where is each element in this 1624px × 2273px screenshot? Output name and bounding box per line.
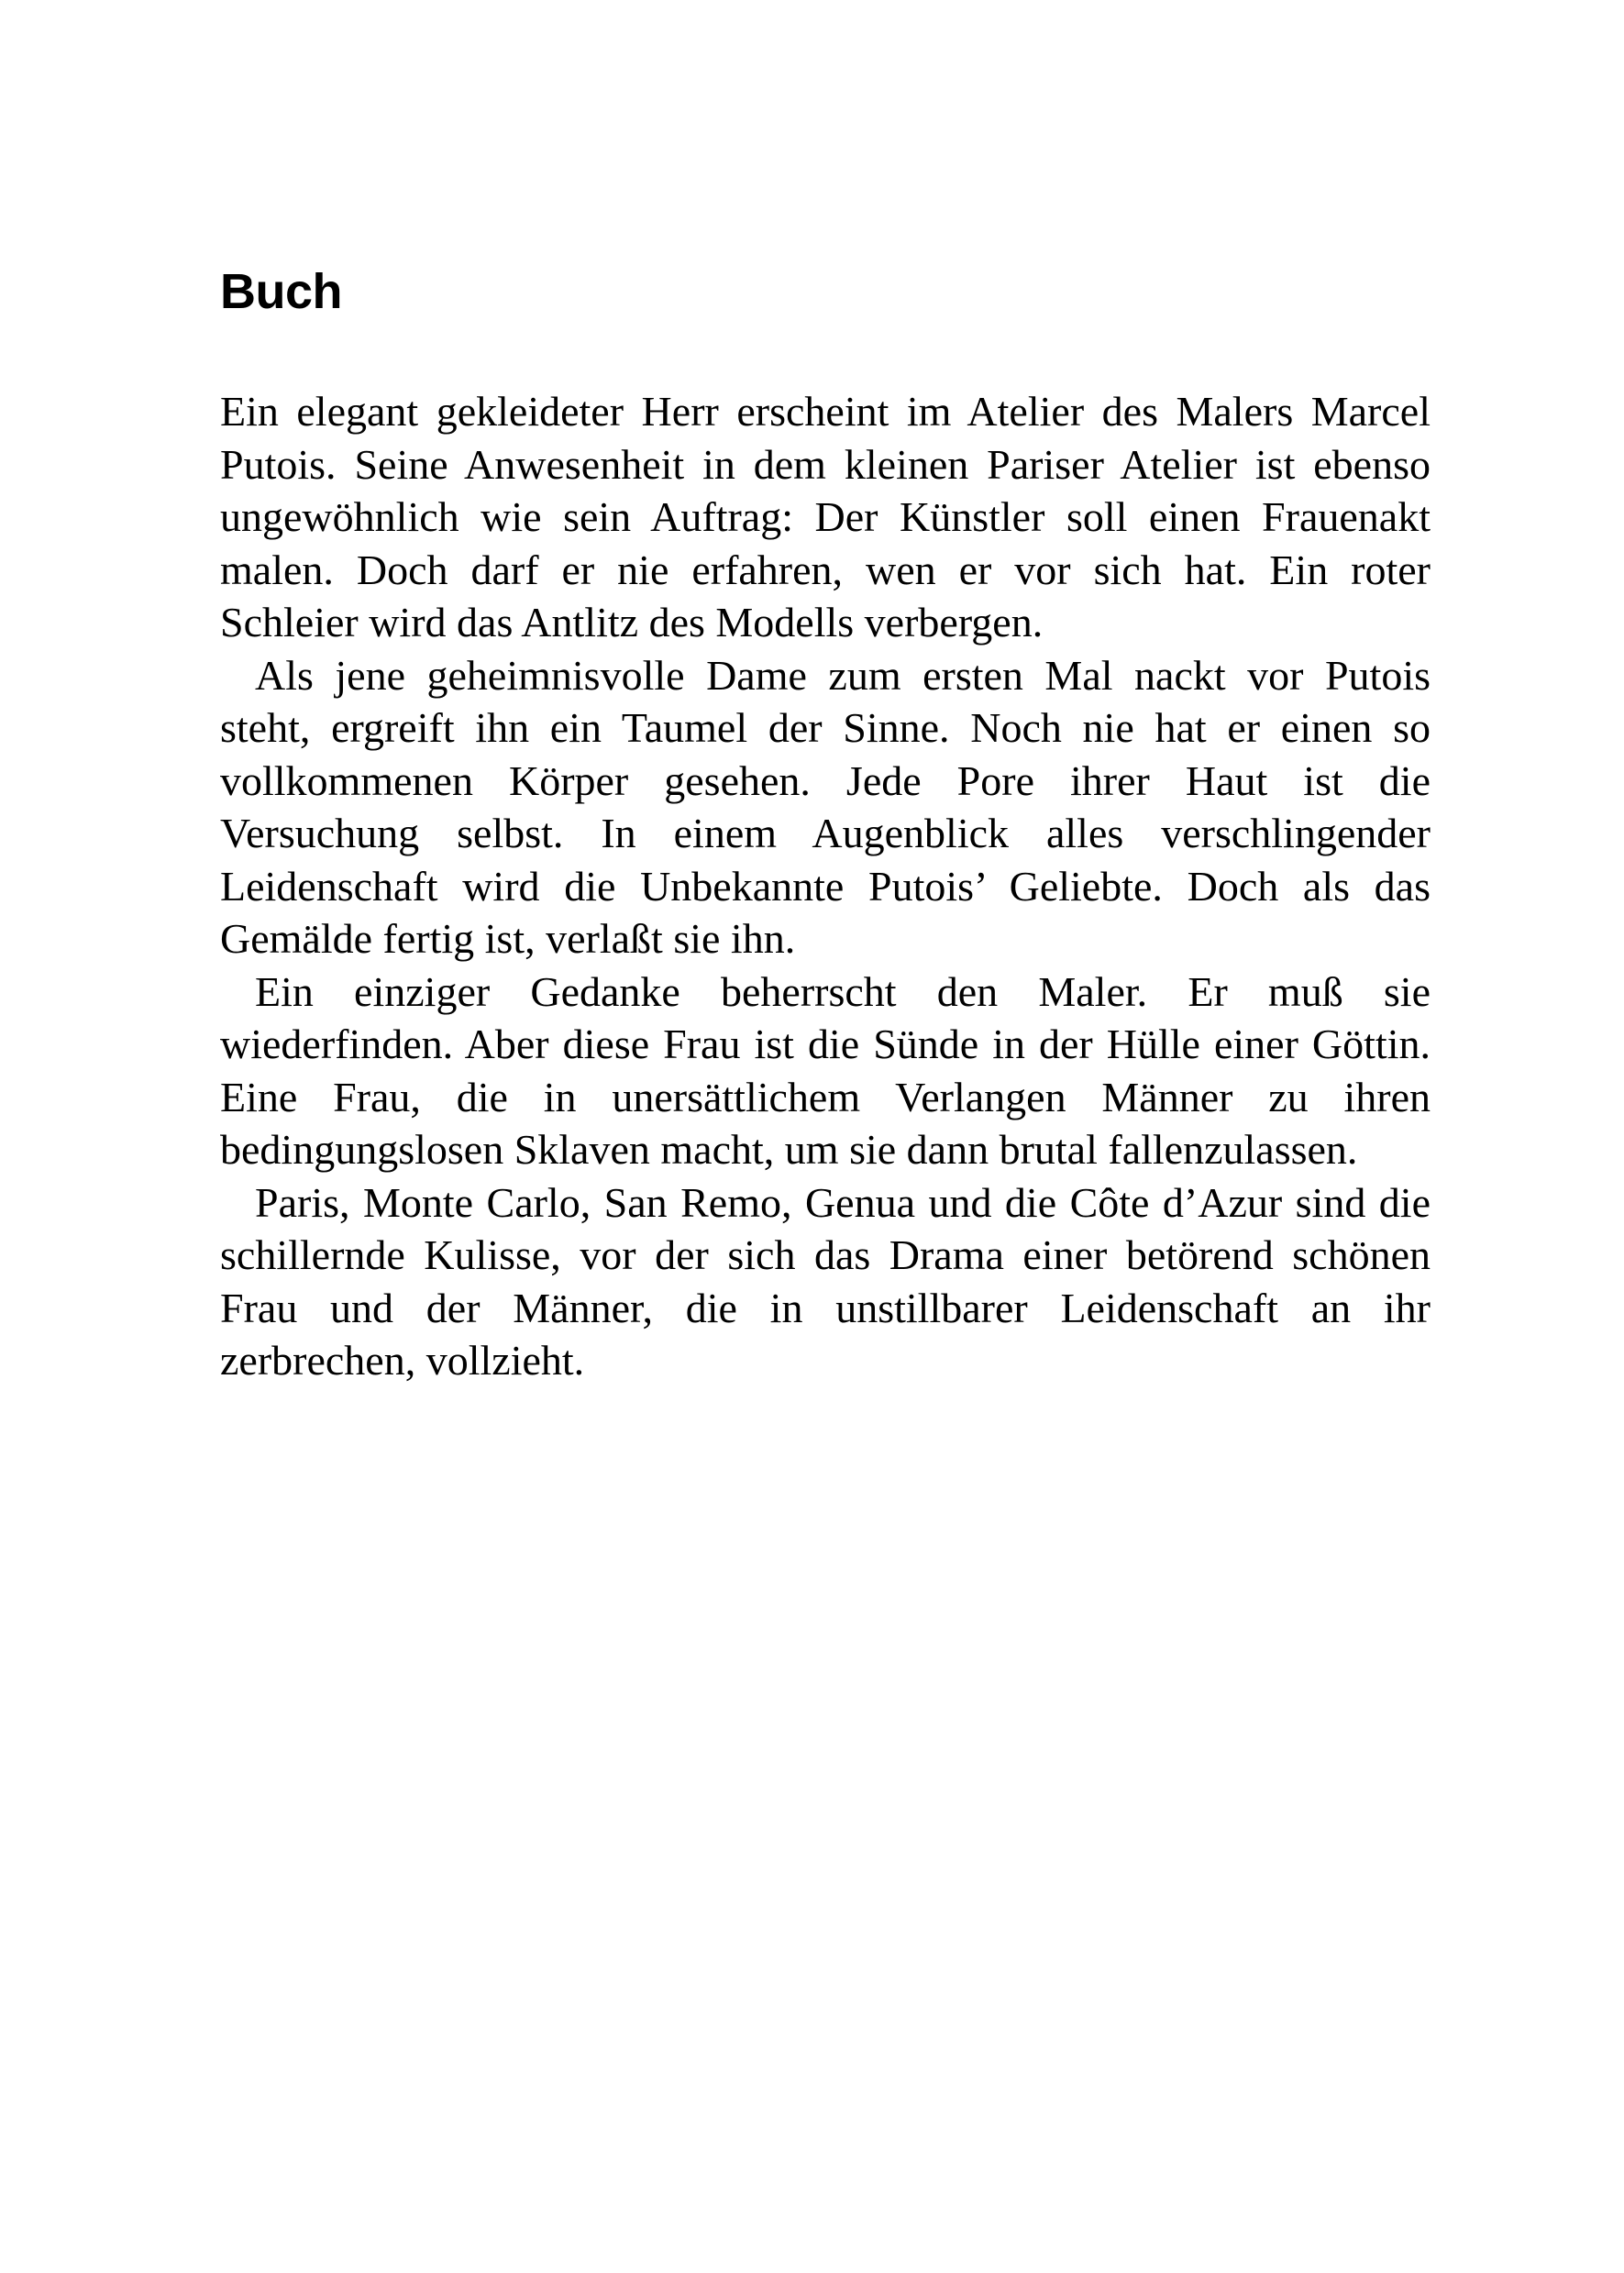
paragraph-4: Paris, Monte Carlo, San Remo, Genua und die Côte d’Azur sind die schillernde Kulisse, vor der sich das Drama einer betörend schönen Frau und der Männer, die in unstillbarer Leidenschaft an ihr zerbrechen, vollzieht. (220, 1178, 1431, 1384)
paragraph-1: Ein elegant gekleideter Herr erscheint im Atelier des Malers Marcel Putois. Seine Anwesenheit in dem kleinen Pariser Atelier ist ebenso ungewöhnlich wie sein Auftrag: Der Künstler soll einen Frauenakt malen. Doch darf er nie erfahren, wen er vor sich hat. Ein roter Schleier wird das Antlitz des Modells verbergen. (220, 388, 1431, 645)
page-heading: Buch (220, 264, 342, 319)
paragraph-3: Ein einziger Gedanke beherrscht den Maler. Er muß sie wiederfinden. Aber diese Frau ist die Sünde in der Hülle einer Göttin. Eine Frau, die in unersättlichem Verlangen Männer zu ihren bedingungslosen Sklaven macht, um sie dann brutal fallenzulassen. (220, 967, 1431, 1173)
paragraph-2: Als jene geheimnisvolle Dame zum ersten Mal nackt vor Putois steht, ergreift ihn ein Taumel der Sinne. Noch nie hat er einen so vollkommenen Körper gesehen. Jede Pore ihrer Haut ist die Versuchung selbst. In einem Augenblick alles verschlingender Leidenschaft wird die Unbekannte Putois’ Geliebte. Doch als das Gemälde fertig ist, verlaßt sie ihn. (220, 651, 1431, 962)
blurb-text (220, 385, 1431, 1387)
